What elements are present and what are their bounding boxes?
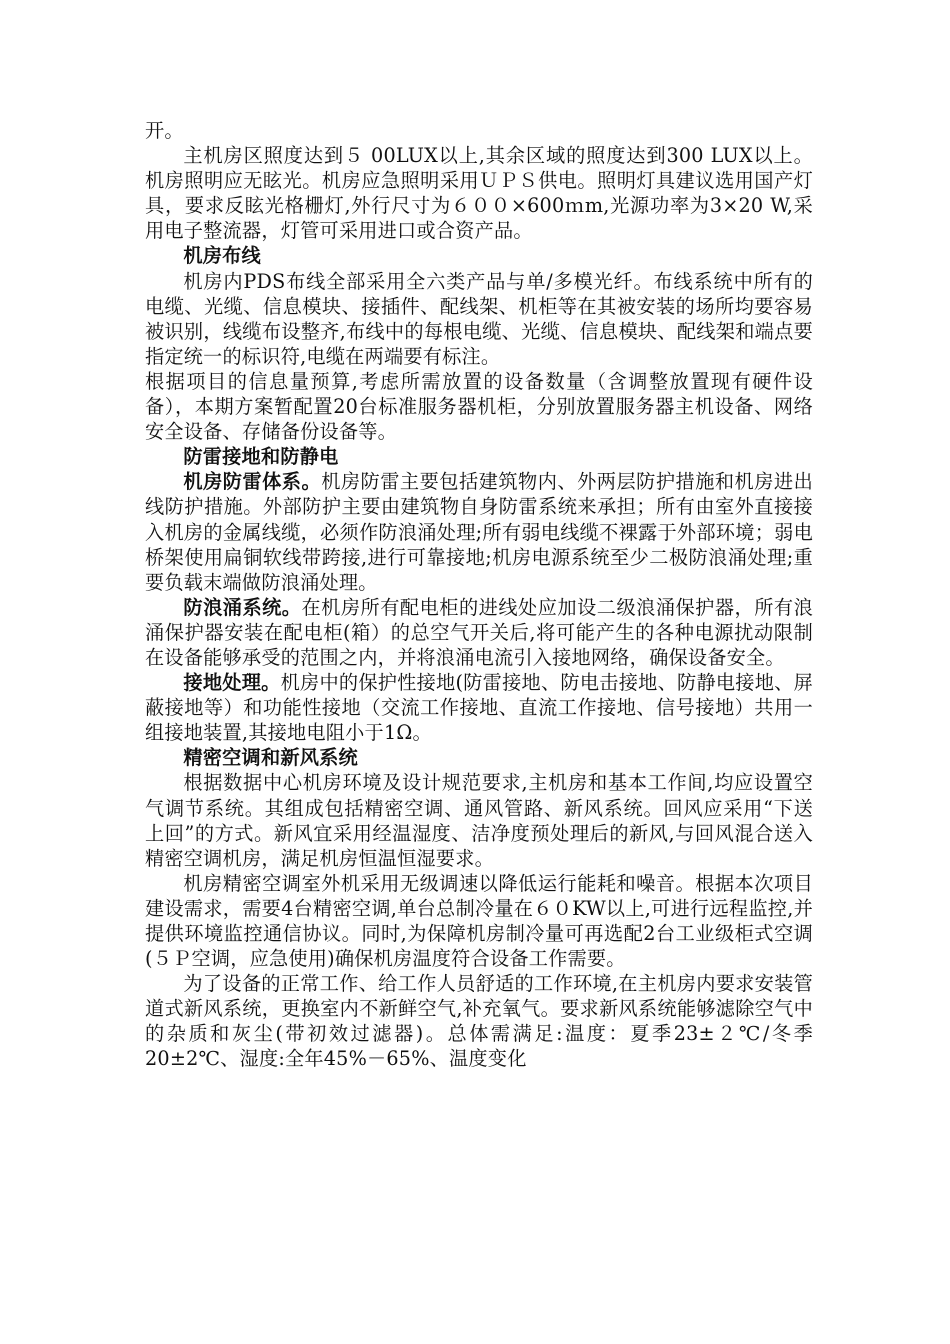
paragraph-hvac-2: 机房精密空调室外机采用无级调速以降低运行能耗和噪音。根据本次项目建设需求，需要4台精密空调,单台总制冷量在６０KW以上,可进行远程监控,并提供环境监控通信协议。同时,为保障机房制冷量可再选配2台工业级柜式空调(５Ｐ空调，应急使用)确保机房温度符合设备工作需要。: [145, 871, 813, 971]
paragraph-continued: 开。: [145, 119, 184, 142]
body-grounding: 机房中的保护性接地(防雷接地、防电击接地、防静电接地、屏蔽接地等）和功能性接地（交流工作接地、直流工作接地、信号接地）共用一组接地装置,其接地电阻小于1Ω。: [145, 671, 814, 745]
paragraph-grounding: [145, 670, 813, 745]
body-lightning: 机房防雷主要包括建筑物内、外两层防护措施和机房进出线防护措施。外部防护主要由建筑物自身防雷系统来承担；所有由室外直接接入机房的金属线缆，必须作防浪涌处理;所有弱电线缆不裸露于外部环境；弱电桥架使用扁铜软线带跨接,进行可靠接地;机房电源系统至少二极防浪涌处理;重要负载末端做防浪涌处理。: [145, 470, 813, 594]
paragraph-lighting: 主机房区照度达到５ 00LUX以上,其余区域的照度达到300 LUX以上。机房照明应无眩光。机房应急照明采用ＵＰＳ供电。照明灯具建议选用国产灯具，要求反眩光格栅灯,外行尺寸为６００×600ｍm,光源功率为3×20 W,采用电子整流器，灯管可采用进口或合资产品。: [145, 144, 813, 243]
heading-lightning: 防雷接地和防静电: [183, 445, 339, 469]
paragraph-hvac-3: 为了设备的正常工作、给工作人员舒适的工作环境,在主机房内要求安装管道式新风系统，更换室内不新鲜空气,补充氧气。要求新风系统能够滤除空气中的杂质和灰尘(带初效过滤器)。总体需满足:温度：夏季23±２℃/冬季20±2℃、湿度:全年45%－65%、温度变化: [145, 972, 813, 1071]
paragraph-lightning: [145, 469, 813, 594]
paragraph-hvac-1: 根据数据中心机房环境及设计规范要求,主机房和基本工作间,均应设置空气调节系统。其组成包括精密空调、通风管路、新风系统。回风应采用“下送上回”的方式。新风宜采用经温湿度、洁净度预处理后的新风,与回风混合送入精密空调机房，满足机房恒温恒湿要求。: [145, 771, 813, 870]
lead-grounding: 接地处理。: [183, 671, 281, 695]
heading-hvac: 精密空调和新风系统: [183, 746, 358, 770]
paragraph-cabling-2: 根据项目的信息量预算,考虑所需放置的设备数量（含调整放置现有硬件设备），本期方案暂配置20台标准服务器机柜，分别放置服务器主机设备、网络安全设备、存储备份设备等。: [145, 369, 813, 444]
document-page: [145, 118, 813, 1072]
paragraph-cabling-1: 机房内PDS布线全部采用全六类产品与单/多模光纤。布线系统中所有的电缆、光缆、信息模块、接插件、配线架、机柜等在其被安装的场所均要容易被识别，线缆布设整齐,布线中的每根电缆、光缆、信息模块、配线架和端点要指定统一的标识符,电缆在两端要有标注。: [145, 269, 813, 368]
body-surge: 在机房所有配电柜的进线处应加设二级浪涌保护器，所有浪涌保护器安装在配电柜(箱）的总空气开关后,将可能产生的各种电源扰动限制在设备能够承受的范围之内，并将浪涌电流引入接地网络，确保设备安全。: [145, 595, 813, 669]
lead-lightning: 机房防雷体系。: [183, 470, 322, 494]
lead-surge: 防浪涌系统。: [183, 595, 302, 619]
paragraph-surge: [145, 595, 813, 670]
heading-cabling: 机房布线: [183, 244, 261, 268]
